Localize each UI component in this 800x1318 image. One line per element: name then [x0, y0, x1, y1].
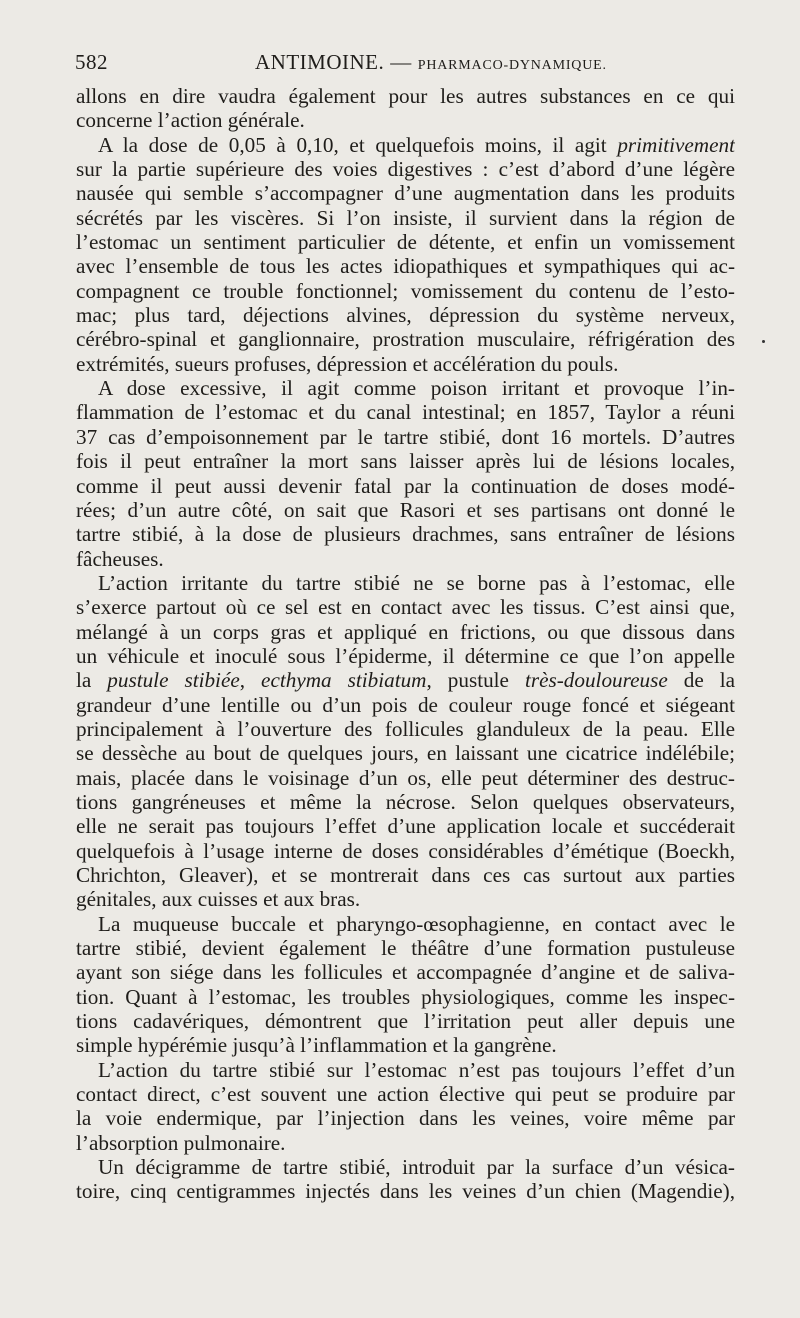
text-line: contact direct, c’est souvent une action élective qui peut se produire par: [76, 1082, 735, 1107]
text-line: mac; plus tard, déjections alvines, dépression du système nerveux,: [76, 303, 735, 328]
text-line: quelquefois à l’usage interne de doses considérables d’émétique (Boeckh,: [76, 838, 735, 863]
text-line: L’action du tartre stibié sur l’estomac n’est pas toujours l’effet d’un: [98, 1057, 735, 1082]
text-line: génitales, aux cuisses et aux bras.: [76, 887, 361, 912]
running-title-main: ANTIMOINE.: [255, 50, 385, 74]
text-line: tartre stibié, devient également le théâtre d’une formation pustuleuse: [76, 936, 735, 961]
text-line: allons en dire vaudra également pour les autres substances en ce qui: [76, 84, 735, 108]
text-line: 37 cas d’empoisonnement par le tartre stibié, dont 16 mortels. D’autres: [76, 424, 735, 449]
text-line: tartre stibié, à la dose de plusieurs drachmes, sans entraîner de lésions: [76, 522, 735, 547]
text-line: avec l’ensemble de tous les actes idiopathiques et sympathiques qui ac-: [76, 254, 735, 279]
text-line: grandeur d’une lentille ou d’un pois de couleur rouge foncé et siégeant: [76, 692, 735, 717]
text-line: extrémités, sueurs profuses, dépression et accélération du pouls.: [76, 351, 619, 376]
running-title-sub: PHARMACO-DYNAMIQUE.: [417, 58, 607, 73]
text-line: principalement à l’ouverture des follicules glanduleux de la peau. Elle: [76, 716, 735, 741]
text-line: compagnent ce trouble fonctionnel; vomissement du contenu de l’esto-: [76, 278, 735, 303]
text-line: flammation de l’estomac et du canal intestinal; en 1857, Taylor a réuni: [76, 400, 735, 425]
text-line: la pustule stibiée, ecthyma stibiatum, pustule très-douloureuse de la: [76, 668, 735, 693]
text-line: fâcheuses.: [76, 546, 164, 571]
page-number: 582: [75, 50, 108, 74]
text-line: s’exerce partout où ce sel est en contact avec les tissus. C’est ainsi que,: [76, 595, 735, 620]
running-title: [255, 50, 607, 75]
text-line: nausée qui semble s’accompagner d’une augmentation dans les produits: [76, 181, 735, 206]
text-line: comme il peut aussi devenir fatal par la continuation de doses modé-: [76, 473, 735, 498]
text-line: tions gangréneuses et même la nécrose. Selon quelques observateurs,: [76, 789, 735, 814]
text-line: tion. Quant à l’estomac, les troubles physiologiques, comme les inspec-: [76, 984, 735, 1009]
text-line: ayant son siége dans les follicules et accompagnée d’angine et de saliva-: [76, 960, 735, 985]
text-line: L’action irritante du tartre stibié ne se borne pas à l’estomac, elle: [98, 570, 735, 595]
text-line: sécrétés par les viscères. Si l’on insiste, il survient dans la région de: [76, 205, 735, 230]
text-line: rées; d’un autre côté, on sait que Rasori et ses partisans ont donné le: [76, 497, 735, 522]
text-line: tions cadavériques, démontrent que l’irritation peut aller depuis une: [76, 1009, 735, 1034]
text-line: l’absorption pulmonaire.: [76, 1130, 286, 1155]
text-line: fois il peut entraîner la mort sans laisser après lui de lésions locales,: [76, 449, 735, 474]
text-line: sur la partie supérieure des voies digestives : c’est d’abord d’une légère: [76, 157, 735, 182]
text-line: concerne l’action générale.: [76, 108, 305, 133]
text-line: A la dose de 0,05 à 0,10, et quelquefois moins, il agit primitivement: [98, 132, 735, 157]
body-text: [76, 84, 735, 1204]
text-line: la voie endermique, par l’injection dans les veines, voire même par: [76, 1106, 735, 1131]
page-header: [75, 50, 735, 76]
text-line: cérébro-spinal et ganglionnaire, prostration musculaire, réfrigération des: [76, 327, 735, 352]
text-line: un véhicule et inoculé sous l’épiderme, il détermine ce que l’on appelle: [76, 643, 735, 668]
text-line: simple hypérémie jusqu’à l’inflammation et la gangrène.: [76, 1033, 557, 1058]
text-line: Chrichton, Gleaver), et se montrerait dans ces cas surtout aux parties: [76, 863, 735, 887]
text-line: La muqueuse buccale et pharyngo-œsophagienne, en contact avec le: [98, 911, 735, 936]
text-line: A dose excessive, il agit comme poison irritant et provoque l’in-: [98, 376, 735, 401]
text-line: toire, cinq centigrammes injectés dans les veines d’un chien (Magendie),: [76, 1179, 735, 1204]
text-line: l’estomac un sentiment particulier de détente, et enfin un vomissement: [76, 230, 735, 255]
text-line: elle ne serait pas toujours l’effet d’une application locale et succéderait: [76, 814, 735, 839]
text-line: mais, placée dans le voisinage d’un os, elle peut déterminer des destruc-: [76, 765, 735, 790]
running-title-dash: —: [390, 50, 412, 74]
text-line: Un décigramme de tartre stibié, introduit par la surface d’un vésica-: [98, 1155, 735, 1180]
print-speck: [762, 340, 765, 343]
text-line: se dessèche au bout de quelques jours, en laissant une cicatrice indélébile;: [76, 741, 735, 766]
text-line: mélangé à un corps gras et appliqué en frictions, ou que dissous dans: [76, 619, 735, 644]
